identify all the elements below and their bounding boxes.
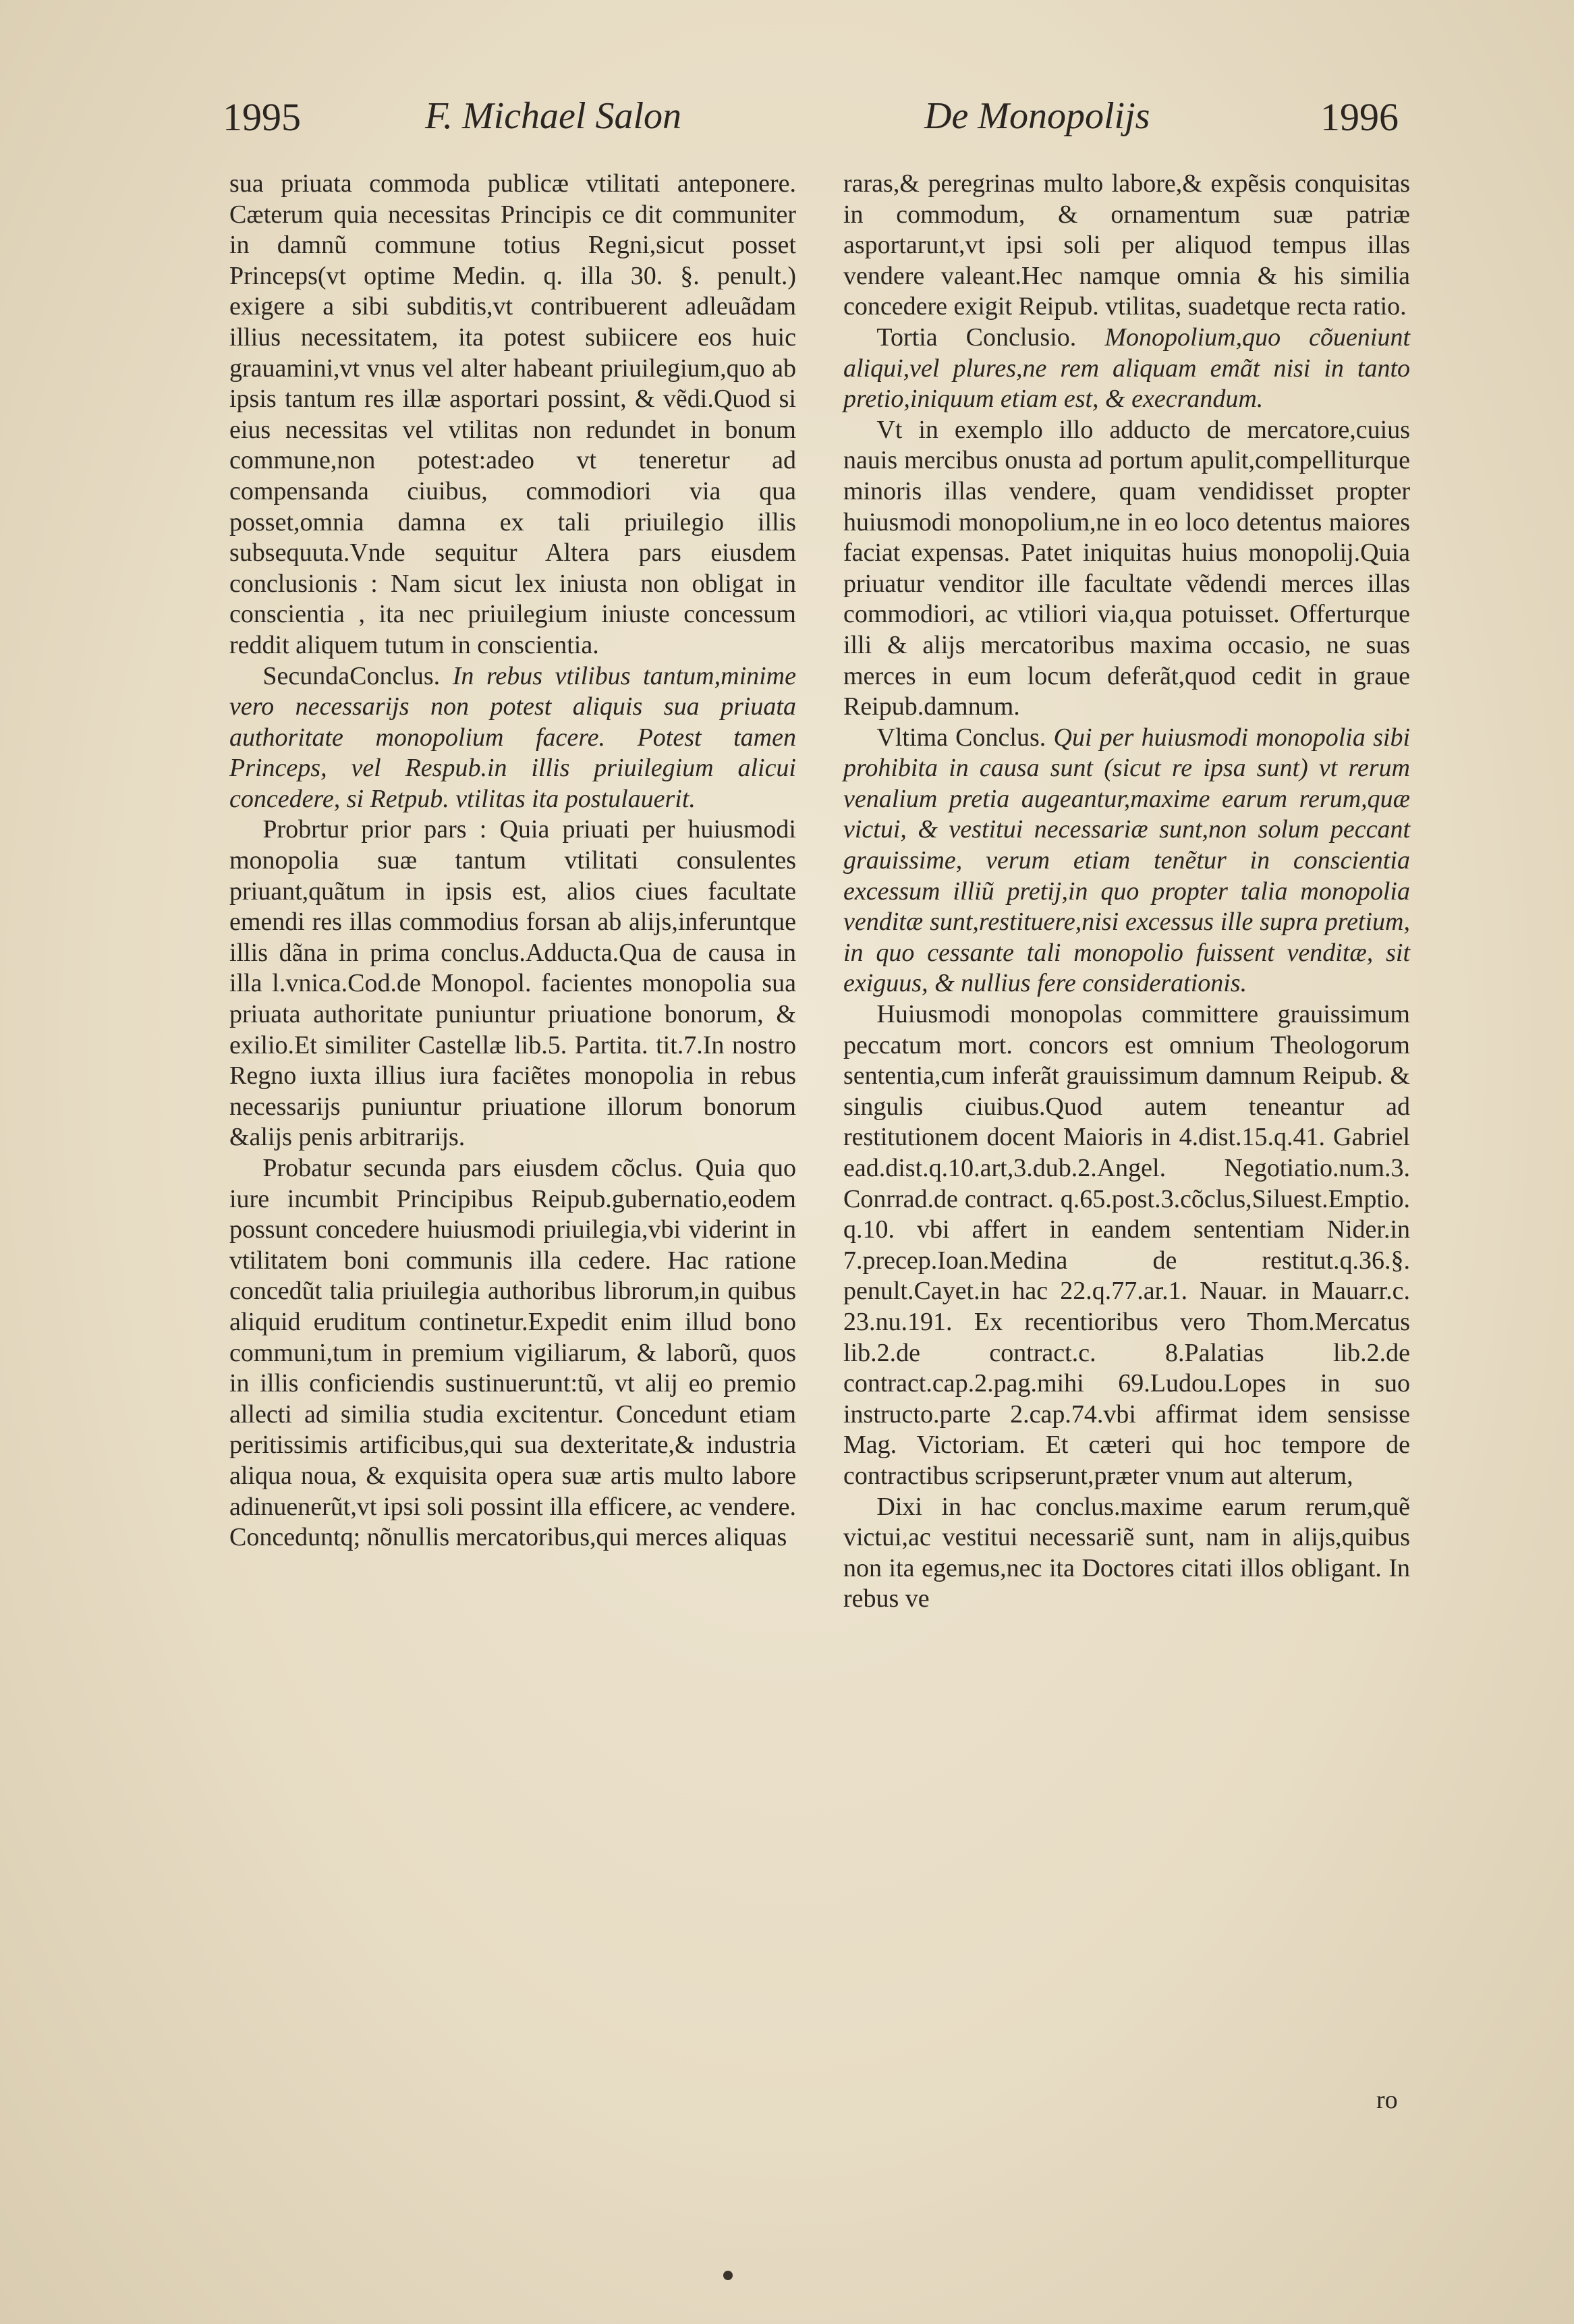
header-subject: De Monopolijs	[924, 95, 1150, 137]
running-header	[223, 94, 1399, 155]
right-page-number: 1996	[1320, 95, 1399, 139]
paragraph: Huiusmodi monopolas committere grauissimum peccatum mort. concors est omnium Theologorum sententia,cum inferãt grauissimum damnum Reipub. & singulis ciuibus.Quod autem teneantur ad restitutionem docent Maioris in 4.dist.15.q.41. Gabriel ead.dist.q.10.art,3.dub.2.Angel. Negotiatio.num.3. Conrrad.de contract. q.65.post.3.cõclus,Siluest.Emptio. q.10. vbi affert in eandem sententiam Nider.in 7.precep.Ioan.Medina de restitut.q.36.§. penult.Cayet.in hac 22.q.77.ar.1. Nauar. in Mauarr.c. 23.nu.191. Ex recentioribus vero Thom.Mercatus lib.2.de contract.c. 8.Palatias lib.2.de contract.cap.2.pag.mihi 69.Ludou.Lopes in suo instructo.parte 2.cap.74.vbi affirmat idem sensisse Mag. Victoriam. Et cæteri qui hoc tempore de contractibus scripserunt,præter vnum aut alterum,	[843, 1000, 1410, 1490]
paragraph: Dixi in hac conclus.maxime earum rerum,quẽ victui,ac vestitui necessariẽ sunt, nam in alijs,quibus non ita egemus,nec ita Doctores citati illos obligant. In rebus ve	[843, 1492, 1410, 1613]
paragraph: Vt in exemplo illo adducto de mercatore,cuius nauis mercibus onusta ad portum apulit,compelliturque minoris illas vendere, quam vendidisset propter huiusmodi monopolium,ne in eo loco detentus maiores faciat expensas. Patet iniquitas huius monopolij.Quia priuatur venditor ille facultate vẽdendi merces illas commodiori, ac vtiliori via,qua potuisset. Offerturque illi & alijs mercatoribus maxima occasio, ne suas merces in eum locum deferãt,quod cedit in graue Reipub.damnum.	[843, 415, 1410, 721]
conclusion-paragraph	[229, 661, 796, 815]
left-page-number: 1995	[223, 95, 301, 139]
paragraph: raras,& peregrinas multo labore,& expẽsis conquisitas in commodum, & ornamentum suæ patriæ asportarunt,vt ipsi soli per aliquod tempus illas vendere valeant.Hec namque omnia & his similia concedere exigit Reipub. vtilitas, suadetque recta ratio.	[843, 169, 1410, 321]
conclusion-paragraph	[843, 323, 1410, 415]
right-text-column	[843, 169, 1410, 1615]
paragraph: sua priuata commoda publicæ vtilitati anteponere. Cæterum quia necessitas Principis ce dit communiter in damnũ commune totius Regni,sicut posset Princeps(vt optime Medin. q. illa 30. §. penult.) exigere a sibi subditis,vt contribuerent adleuãdam illius necessitatem, ita potest subiicere eos huic grauamini,vt vnus vel alter habeant priuilegium,quo ab ipsis tantum res illæ asportari possint, & vẽdi.Quod si eius necessitas vel vtilitas non redundet in bonum commune,non potest:adeo vt teneretur ad compensanda ciuibus, commodiori via qua posset,omnia damna ex tali priuilegio illis subsequuta.Vnde sequitur Altera pars eiusdem conclusionis : Nam sicut lex iniusta non obligat in conscientia , ita nec priuilegium iniuste concessum reddit aliquem tutum in conscientia.	[229, 169, 796, 659]
paragraph: Probrtur prior pars : Quia priuati per huiusmodi monopolia suæ tantum vtilitati consulentes priuant,quãtum in ipsis est, alios ciues facultate emendi res illas commodius forsan ab alijs,inferuntque illis dãna in prima conclus.Adducta.Qua de causa in illa l.vnica.Cod.de Monopol. facientes monopolia sua priuata authoritate puniuntur priuatione bonorum, & exilio.Et similiter Castellæ lib.5. Partita. tit.7.In nostro Regno iuxta illius iura faciẽtes monopolia in rebus necessarijs puniuntur priuatione illorum bonorum &alijs penis arbitrarijs.	[229, 815, 796, 1152]
conclusion-text: Qui per huiusmodi monopolia sibi prohibita in causa sunt (sicut re ipsa sunt) vt rerum venalium pretia augeantur,maxime earum rerum,quæ victui, & vestitui necessariæ sunt,non solum peccant grauissime, verum etiam tenẽtur in conscientia excessum illiũ pretij,in quo propter talia monopolia venditæ sunt,restituere,nisi excessus ille supra pretium, in quo cessante tali monopolio fuissent venditæ, sit exiguus, & nullius fere considerationis.	[843, 723, 1410, 998]
left-text-column	[229, 169, 796, 1553]
conclusion-text: In rebus vtilibus tantum,minime vero necessarijs non potest aliquis sua priuata authoritate monopolium facere. Potest tamen Princeps, vel Respub.in illis priuilegium alicui concedere, si Retpub. vtilitas ita postulauerit.	[229, 661, 796, 813]
conclusion-heading: Vltima Conclus.	[876, 723, 1046, 752]
conclusion-heading: SecundaConclus.	[262, 661, 441, 690]
ink-dot	[723, 2271, 733, 2280]
conclusion-text: Monopolium,quo cõueniunt aliqui,vel plures,ne rem aliquam emãt nisi in tanto pretio,iniquum etiam est, & execrandum.	[843, 323, 1410, 414]
paragraph: Probatur secunda pars eiusdem cõclus. Quia quo iure incumbit Principibus Reipub.gubernatio,eodem possunt concedere huiusmodi priuilegia,vbi viderint in vtilitatem boni communis illa cedere. Hac ratione concedũt talia priuilegia authoribus librorum,in quibus aliquid eruditum continetur.Expedit enim illud bono communi,tum in premium vigiliarum, & laborũ, quos in illis conficiendis sustinuerunt:tũ, vt alij eo premio allecti ad similia studia excitentur. Concedunt etiam peritissimis artificibus,qui sua dexteritate,& industria aliqua noua, & exquisita opera suæ artis multo labore adinuenerũt,vt ipsi soli possint illa efficere, ac vendere. Conceduntq; nõnullis mercatoribus,qui merces aliquas	[229, 1154, 796, 1552]
catchword: ro	[1376, 2086, 1398, 2114]
conclusion-heading: Tortia Conclusio.	[876, 323, 1077, 352]
conclusion-paragraph	[843, 723, 1410, 999]
header-author: F. Michael Salon	[425, 95, 682, 137]
